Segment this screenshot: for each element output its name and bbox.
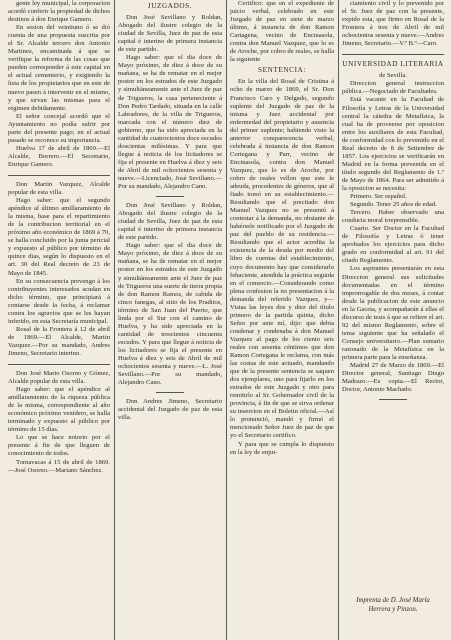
column-4	[342, 0, 444, 640]
notice-paragraph: Hago saber: que el dia doce de Mayo próximo, de diez á doce de su mañana, se ha de rematar en el mejor postor en los estrados de este Juzgado y simultáneamente ante el Juez de paz de Trigueros, la casa perteneciente á Don Pedro Tardado, situada en la calle Labradores, de la villa de Trigueros, marcada con el número diez de gobierno, que ha sido apreciada en la cantidad de cuatrocientos doce escudos doscientas milésimas. Y para que llegue á noticia de los licitadores se fija el presente en Huelva á diez y seis de Abril de mil ochocientos sesenta y nueve.—Licenciado, José Sevillano.—Por su mandado, Alejandro Cano.	[118, 54, 222, 191]
column-divider	[226, 0, 227, 640]
notice-paragraph: gente ley municipal, la corporacion acordó conferir la propiedad de dichos destinos á don Enrique Gamero.	[8, 0, 110, 24]
notice-paragraph: En sesion del veintiuno ó se dió cuenta de una propuesta suscrita por el Sr. Alcalde tercero don Antonio Martinez, encaminada á que se verifique la reforma de las cosas que pueden corresponder á este capital en el actual cementerio, y exigiendo la lista de los propietarios que en este de nuevo pasen á intervenir en el mismo, y que sirvan las mismas para el régimen debidamente.	[8, 24, 110, 112]
column-1	[8, 0, 110, 640]
section-heading: UNIVERSIDAD LITERARIA	[342, 60, 444, 69]
notice-paragraph: Lo que se hace notorio por el presente á fin de que lleguen de conocimiento de todos.	[8, 434, 110, 458]
printer-imprint-line2: Herrera y Pinzon.	[368, 606, 418, 613]
section-separator	[342, 54, 444, 55]
section-separator	[156, 392, 184, 393]
notice-paragraph: Tornavacas á 15 de abril de 1869.—José Osorno.—Mariano Sánchez.	[8, 458, 110, 474]
notice-paragraph: Tercero. Haber observado una conducta moral irreprensible.	[342, 209, 444, 225]
notice-block	[118, 14, 222, 191]
notice-block	[8, 181, 110, 358]
printer-imprint-line1: Imprenta de D. José María	[356, 597, 430, 604]
notice-paragraph: Los aspirantes presentarán en esta Direccion general sus solicitudes documentadas en el término improrrogable de dos meses, á contar desde la publicacion de este anuncio en la Gaceta, y acompañarán á ellas el discurso de tesis á que se refiere el art. 92 del mismo Reglamento, sobre el tema siguiente que ha señalado el Consejo universitario.—Plan sumario razonado de la Metafísica en la primera parte para la enseñanza.	[342, 265, 444, 361]
notice-block	[230, 0, 334, 64]
printer-imprint	[342, 596, 444, 614]
notice-paragraph: Hago saber: que el dia doce de Mayo próximo, de diez á doce de su mañana, se ha de rematar en el mejor postor en los estrados de este Juzgado y simultáneamente ante el Juez de paz de Trigueros una suerte de tierra propia de don Ramon Ramos, de cabida de cinco fanegas, al sitio de los Praditos, término de San Juan del Puerto, que linda por el Sur con el camino de Huelva, y ha sido apreciada en la cantidad de trescientos cincuenta escudos. Y para que llegue á noticia de los licitadores se fija el presente en Huelva á diez y seis de Abril de mil ochocientos sesenta y nueve.—L. José Sevillano.—Por su mandado, Alejandro Cano.	[118, 242, 222, 387]
column-2	[118, 0, 222, 640]
notice-paragraph: Rosal de la Frontera á 12 de abril de 1869.—El Alcalde, Martin Vazquez.—Por su mandado, Andres Jimeno, Secretario interino.	[8, 325, 110, 357]
notice-block	[118, 202, 222, 387]
notice-paragraph: ciamiento civil y lo prevenido por el Sr. Juez de paz con la presente, expido esta, que firmo en Rosal de la Frontera á tres de Abril de mil ochocientos sesenta y nueve.—Andres Jimeno, Secretario.—V.º B.º—Caro.	[342, 0, 444, 48]
notice-paragraph: Don José Mario Osorno y Gómez, Alcalde popular de esta villa.	[8, 370, 110, 386]
section-separator	[8, 175, 110, 176]
notice-paragraph: Hago saber: que el segundo apéndice al último amillaramiento de la misma, base para el repartimiento de la contribucion territorial en el próximo año económico de 1869 á 70, se halla concluido por la junta pericial y expuesto al público por término de quince dias, según lo dispuesto en el art. 30 del Real decreto de 23 de Mayo de 1845.	[8, 197, 110, 277]
notice-paragraph: Madrid 27 de Marzo de 1869.—El Director general, Santiago Diego Madrazo.—Es copia.—El Rector, Doctor, Antonio Machado.	[342, 362, 444, 394]
notice-block	[342, 80, 444, 394]
notice-paragraph: En su consecuencia prevengo á los contribuyentes interesados acudan en dicho término, que principiará á contarse desde la fecha, á reclamar contra los agravios que se les hayan inferido, en esta Secretaría municipal.	[8, 277, 110, 325]
notice-paragraph: Hago saber: que el apéndice al amillaramiento de la riqueza pública de la misma, correspondiente al año económico próximo venidero, se halla terminado y expuesto al público por término de 15 días.	[8, 386, 110, 434]
notice-paragraph: Don Andres Jimeno, Secretario accidental del Juzgado de paz de esta villa.	[118, 398, 222, 422]
section-heading: SENTENCIA:	[258, 66, 306, 75]
notice-paragraph: Don José Sevillano y Roldan, Abogado del ilustre colegio de la ciudad de Sevilla, Juez de paz de esta capital é interino de primera instancia de este partido.	[118, 14, 222, 54]
notice-paragraph: Don José Sevillano y Roldan, Abogado del ilustre colegio de la ciudad de Sevilla, Juez de paz de esta capital é interino de primera instancia de este partido.	[118, 202, 222, 242]
column-3	[230, 0, 334, 640]
notice-block	[342, 0, 444, 48]
notice-paragraph: Primero. Ser español.	[350, 193, 407, 201]
notice-block	[230, 78, 334, 456]
notice-paragraph: Cuarto. Ser Doctor en la Facultad de Filosofía y Letras ó tener aprobados los ejercicios para dicho grado en conformidad al art. 91 del citado Reglamento.	[342, 225, 444, 265]
column-divider	[338, 0, 339, 640]
notice-paragraph: Segundo. Tener 25 años de edad.	[350, 201, 437, 209]
section-separator	[8, 364, 110, 365]
section-heading: JUZGADOS.	[147, 2, 193, 10]
notice-paragraph: Don Martin Vazquez, Alcalde popular de esta villa.	[8, 180, 110, 197]
notice-paragraph: Y para que se cumpla lo dispuesto en la ley de enjui-	[230, 440, 334, 456]
notice-paragraph: Está vacante en la Facultad de Filosofía y Letras de la Universidad central la cátedra de Metafísica, la cual ha de proveerse por oposicion entre los auxiliares de esta Facultad, de conformidad con lo prevenido en el Real decreto de 8 de Setiembre de 1857. Los ejercicios se verificarán en Madrid en la forma prevenida en el título segundo del Reglamento de 1.º de Mayo de 1864. Para ser admitido á la oposicion se necesita:	[342, 96, 444, 192]
notice-paragraph: El señor concejal acordó que el Ayuntamiento no podía sufrir por parte del presente pago; en el actual pasado se reconoce su importancia.	[8, 112, 110, 144]
notice-paragraph: Direccion general instruccion pública.—Negociado de Facultades.	[342, 80, 444, 96]
notice-paragraph: En la villa del Rosal de Cristina á ocho de marzo de 1869, el Sr. Don Francisco Caro y Delgado, segundo suplente del Juzgado de paz de la misma y Juez accidental por enfermedad del propietario y ausencia del primer suplente; habiendo visto la anterior comparecencia verbal, celebrada á instancia de don Ramon Cortegana y Parr, vecino de Encinasola, contra don Manuel Vazquez, que lo es de Aroche, por cobro de reales vellon que este le adeuda, procedentes de géneros, que al fiado tomó en su establecimiento.—Resultando que el precitado don Manuel Vazquez no se presentó á contestar á la demanda, no obstante de habérsele notificado por el Juzgado de paz del pueblo de su residencia.—Resultando que el actor acredita la existencia de la deuda por medio del libro de cuentas del establecimiento, cuyo documento hay que considerarlo fehaciente, atendida la práctica seguida en el comercio.—Considerando como plena confesion la no presentacion á la demanda del referido Vazquez, y—Vistas las leyes dos y diez del título primero de la partida quinta, dicho Señor por ante mí, dijo: que debia condenar y condenaba á don Manuel Vazquez al pago de los ciento seis reales con sesenta céntimos que don Ramon Cortegana le reclama, con más las costas de este actuado, mandando que de la presente sentencia se saquen dos ejemplares, uno para fijarlo en los estrados de este Juzgado y otro para remitirlo al Sr. Gobernador civil de la provincia, á fin de que se sirva ordenar su insercion en el Boletin oficial.—Así lo pronunció, mandó y firmó el mencionado Señor Juez de paz de que yo el Secretario certifico.	[230, 78, 334, 440]
column-divider	[114, 0, 115, 640]
notice-block	[8, 370, 110, 475]
section-separator	[156, 196, 184, 197]
section-separator	[379, 399, 407, 400]
notice-paragraph: Huelva 17 de abril de 1869.—El Alcalde, Borrero.—El Secretario, Enrique Gamero.	[8, 144, 110, 168]
notice-block	[8, 0, 110, 169]
notice-block	[118, 398, 222, 422]
notice-paragraph: Certifico: que en el expediente de juicio verbal, celebrado en este Juzgado de paz en siete de marzo último, á instancia de don Ramon Cartagena, vecino de Encinasola, contra don Manuel Vazquez, que lo es de Aroche, por cobro de reales, se halla la siguiente	[230, 0, 334, 64]
section-subheading: de Sevilla.	[379, 72, 407, 80]
